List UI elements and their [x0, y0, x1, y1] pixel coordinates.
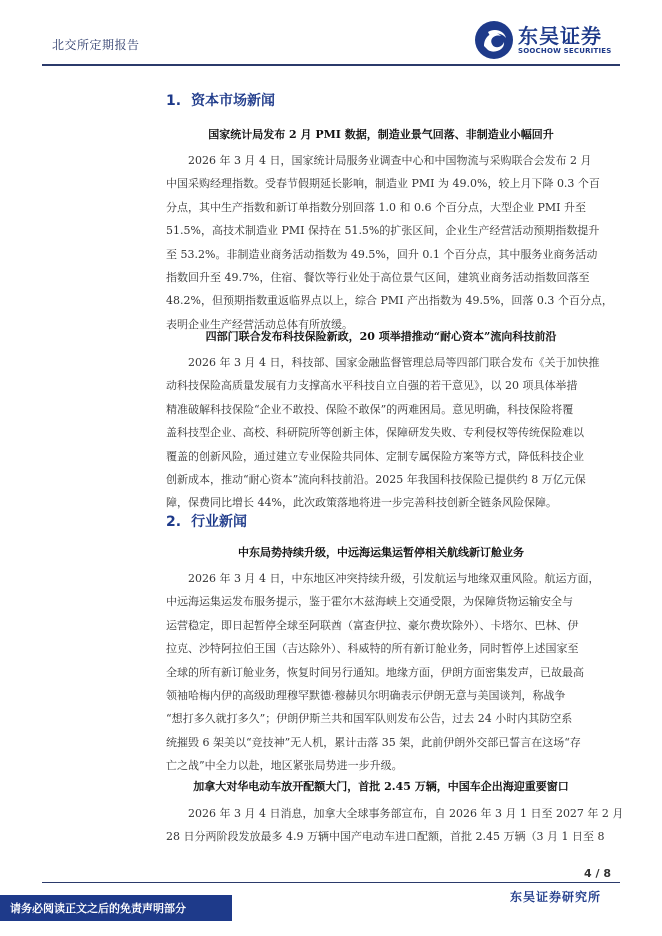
- text-line: 精准破解科技保险“企业不敢投、保险不敢保”的两难困局。意见明确，科技保险将覆: [166, 402, 574, 416]
- text-line: 至 53.2%。非制造业商务活动指数为 49.5%，回升 0.1 个百分点，其中服务业商务活动: [166, 247, 598, 261]
- article-headline-canada-ev: 加拿大对华电动车放开配额大门，首批 2.45 万辆，中国车企出海迎重要窗口: [193, 780, 569, 793]
- text-line: 2026 年 3 月 4 日，科技部、国家金融监督管理总局等四部门联合发布《关于加快推: [188, 356, 600, 369]
- text-line: 领袖哈梅内伊的高级助理穆罕默德·穆赫贝尔明确表示伊朗无意与美国谈判，称战争: [166, 688, 566, 702]
- section-title: 资本市场新闻: [191, 93, 276, 109]
- disclaimer-banner: [0, 895, 232, 921]
- article-body-pmi: [166, 149, 612, 336]
- disclaimer-text: 请务必阅读正文之后的免责声明部分: [10, 902, 186, 915]
- report-type-label: 北交所定期报告: [52, 38, 140, 52]
- text-line: 2026 年 3 月 4 日，中东地区冲突持续升级，引发航运与地缘双重风险。航运方面，: [188, 572, 600, 585]
- text-line: 亡之战”中全力以赴，地区紧张局势进一步升级。: [166, 759, 403, 773]
- text-line: “想打多久就打多久”；伊朗伊斯兰共和国军队则发布公告，过去 24 小时内其防空系: [166, 712, 573, 726]
- text-line: 中国采购经理指数。受春节假期延长影响，制造业 PMI 为 49.0%，较上月下降 0.3 个百: [166, 177, 600, 191]
- text-line: 覆盖的创新风险，通过建立专业保险共同体、定制专属保险方案等方式，降低科技企业: [166, 449, 584, 463]
- footer-divider: [42, 882, 620, 883]
- text-line: 盖科技型企业、高校、科研院所等创新主体，保障研发失败、专利侵权等传统保险难以: [166, 426, 584, 440]
- text-line: 动科技保险高质量发展有力支撑高水平科技自立自强的若干意见》，以 20 项具体举措: [166, 379, 578, 393]
- text-line: 2026 年 3 月 4 日消息，加拿大全球事务部宣布，自 2026 年 3 月 1 日至 2027 年 2 月: [188, 807, 624, 820]
- text-line: 统摧毁 6 架美以“竞技神”无人机，累计击落 35 架，此前伊朗外交部已誓言在这场“存: [166, 735, 581, 749]
- article-body-tech-insurance: [166, 351, 612, 515]
- section-number: 2.: [166, 514, 182, 530]
- text-line: 51.5%，高技术制造业 PMI 保持在 51.5%的扩张区间，企业生产经营活动预期指数提升: [166, 224, 600, 238]
- page-header: [0, 0, 662, 66]
- text-line: 指数回升至 49.7%，住宿、餐饮等行业处于高位景气区间，建筑业商务活动指数回落至: [166, 270, 590, 284]
- brand-logo: [474, 20, 614, 62]
- article-headline-pmi: 国家统计局发布 2 月 PMI 数据，制造业景气回落、非制造业小幅回升: [208, 128, 554, 141]
- text-line: 运营稳定，即日起暂停全球至阿联酋（富查伊拉、豪尔费坎除外）、卡塔尔、巴林、伊: [166, 618, 579, 632]
- article-headline-tech-insurance: 四部门联合发布科技保险新政，20 项举措推动“耐心资本”流向科技前沿: [205, 330, 557, 343]
- article-body-canada-ev: [166, 802, 624, 849]
- text-line: 表明企业生产经营活动总体有所放缓。: [166, 317, 353, 331]
- article-headline-middle-east: 中东局势持续升级，中远海运集运暂停相关航线新订舱业务: [238, 546, 524, 559]
- text-line: 28 日分两阶段发放最多 4.9 万辆中国产电动车进口配额，首批 2.45 万辆（3 月 1 日至 8: [166, 830, 605, 844]
- text-line: 48.2%，但预期指数重返临界点以上，综合 PMI 产出指数为 49.5%，回落 0.3 个百分点，: [166, 294, 613, 308]
- section-heading-industry: [166, 511, 247, 531]
- soochow-logo-icon: [474, 20, 514, 60]
- footer-brand: 东吴证券研究所: [510, 890, 602, 904]
- brand-name-en: SOOCHOW SECURITIES: [518, 47, 612, 55]
- text-line: 创新成本，推动“耐心资本”流向科技前沿。2025 年我国科技保险已提供约 8 万亿元保: [166, 472, 586, 486]
- page-number: 4 / 8: [584, 867, 611, 880]
- section-title: 行业新闻: [191, 514, 248, 530]
- text-line: 分点，其中生产指数和新订单指数分别回落 1.0 和 0.6 个百分点，大型企业 PMI 升至: [166, 200, 586, 214]
- section-number: 1.: [166, 93, 182, 109]
- article-body-middle-east: [166, 567, 612, 778]
- text-line: 全球的所有新订舱业务，恢复时间另行通知。地缘方面，伊朗方面密集发声，已故最高: [166, 665, 584, 679]
- text-line: 中远海运集运发布服务提示，鉴于霍尔木兹海峡上交通受限，为保障货物运输安全与: [166, 595, 573, 609]
- brand-name: 东吴证券: [518, 24, 602, 48]
- text-line: 拉克、沙特阿拉伯王国（吉达除外）、科威特的所有新订舱业务，同时暂停上述国家至: [166, 642, 579, 656]
- text-line: 2026 年 3 月 4 日，国家统计局服务业调查中心和中国物流与采购联合会发布 2 月: [188, 154, 592, 167]
- header-divider: [42, 64, 620, 66]
- text-line: 障，保费同比增长 44%，此次政策落地将进一步完善科技创新全链条风险保障。: [166, 496, 557, 510]
- section-heading-capital-market: [166, 90, 275, 110]
